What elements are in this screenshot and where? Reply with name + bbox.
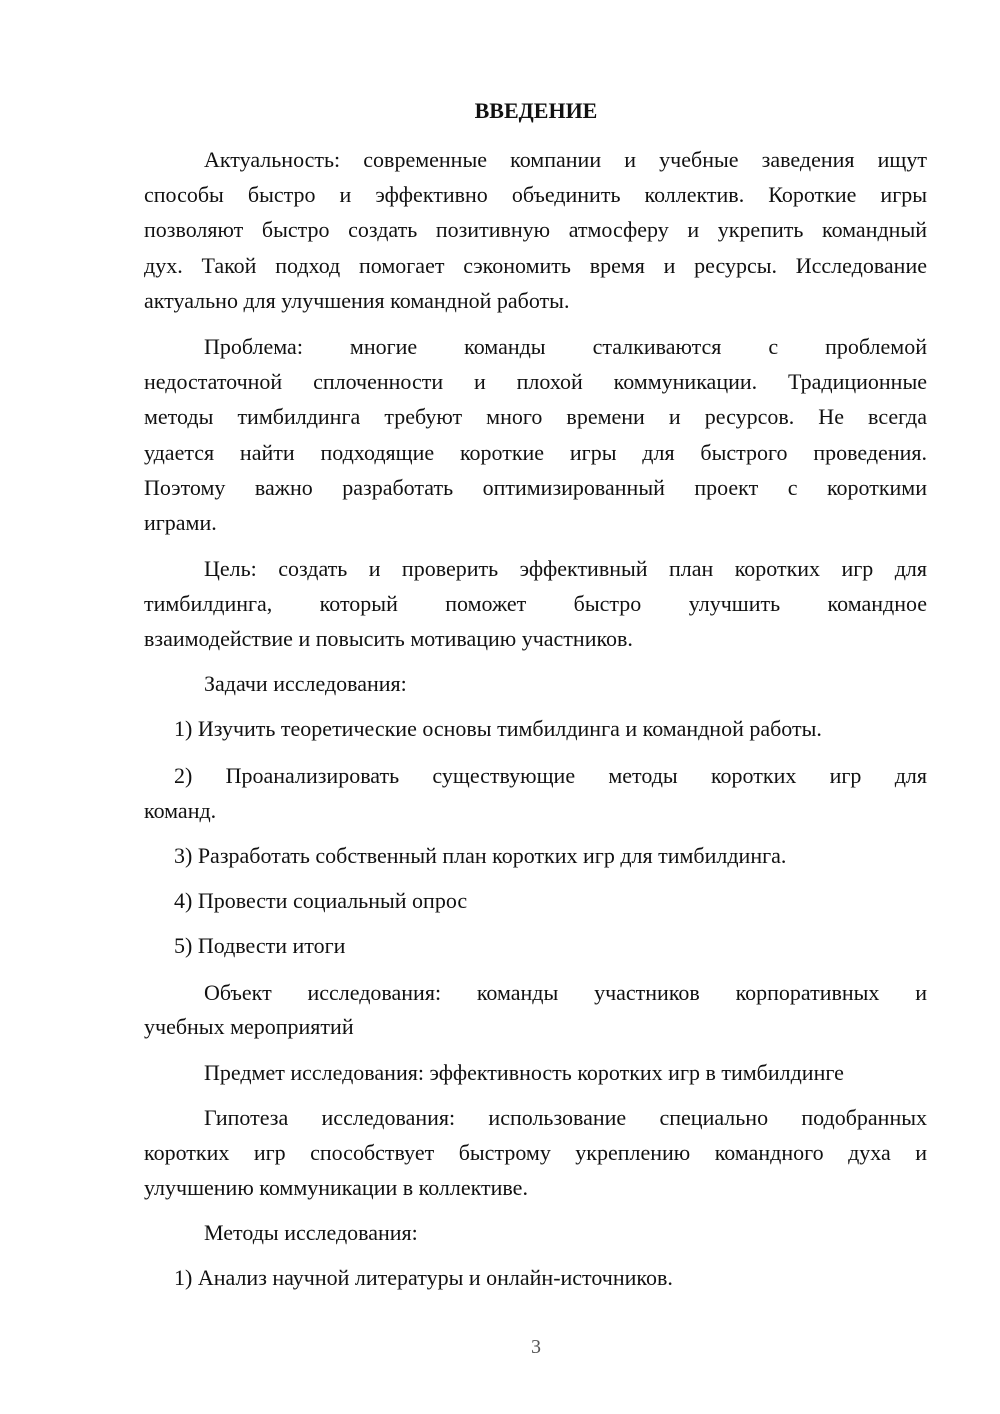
page-number: 3 — [531, 1336, 541, 1358]
list-item-continuation: команд. — [144, 798, 217, 823]
paragraph-line: дух. Такой подход помогает сэкономить время и ресурсы. Исследование — [144, 253, 927, 278]
methods-heading: Методы исследования: — [204, 1220, 418, 1245]
paragraph-line: играми. — [144, 510, 217, 535]
paragraph-line: Проблема: многие команды сталкиваются с проблемой — [204, 334, 927, 359]
subject-paragraph: Предмет исследования: эффективность коротких игр в тимбилдинге — [204, 1060, 844, 1085]
paragraph-line: актуально для улучшения командной работы. — [144, 288, 570, 313]
paragraph-line: методы тимбилдинга требуют много времени и ресурсов. Не всегда — [144, 404, 927, 429]
paragraph-line: недостаточной сплоченности и плохой коммуникации. Традиционные — [144, 369, 927, 394]
paragraph-line: Поэтому важно разработать оптимизированный проект с короткими — [144, 475, 927, 500]
paragraph-line: тимбилдинга, который поможет быстро улучшить командное — [144, 591, 927, 616]
paragraph-line: позволяют быстро создать позитивную атмосферу и укрепить командный — [144, 217, 927, 242]
paragraph-line: удается найти подходящие короткие игры для быстрого проведения. — [144, 440, 927, 465]
list-item: 3) Разработать собственный план коротких игр для тимбилдинга. — [174, 843, 787, 868]
list-item: 1) Изучить теоретические основы тимбилдинга и командной работы. — [174, 716, 822, 741]
tasks-heading: Задачи исследования: — [204, 671, 407, 696]
paragraph-line: учебных мероприятий — [144, 1014, 354, 1039]
paragraph-line: Актуальность: современные компании и учебные заведения ищут — [204, 147, 927, 172]
list-item: 1) Анализ научной литературы и онлайн-источников. — [174, 1265, 673, 1290]
list-item: 2) Проанализировать существующие методы коротких игр для — [174, 763, 927, 788]
paragraph-line: коротких игр способствует быстрому укреплению командного духа и — [144, 1140, 927, 1165]
paragraph-line: Цель: создать и проверить эффективный план коротких игр для — [204, 556, 927, 581]
paragraph-line: способы быстро и эффективно объединить коллектив. Короткие игры — [144, 182, 927, 207]
list-item: 5) Подвести итоги — [174, 933, 346, 958]
list-item: 4) Провести социальный опрос — [174, 888, 468, 913]
paragraph-line: Объект исследования: команды участников корпоративных и — [204, 980, 927, 1005]
paragraph-line: взаимодействие и повысить мотивацию участников. — [144, 626, 633, 651]
page-title: ВВЕДЕНИЕ — [474, 98, 598, 123]
paragraph-line: Гипотеза исследования: использование специально подобранных — [204, 1105, 927, 1130]
paragraph-line: улучшению коммуникации в коллективе. — [144, 1175, 528, 1200]
